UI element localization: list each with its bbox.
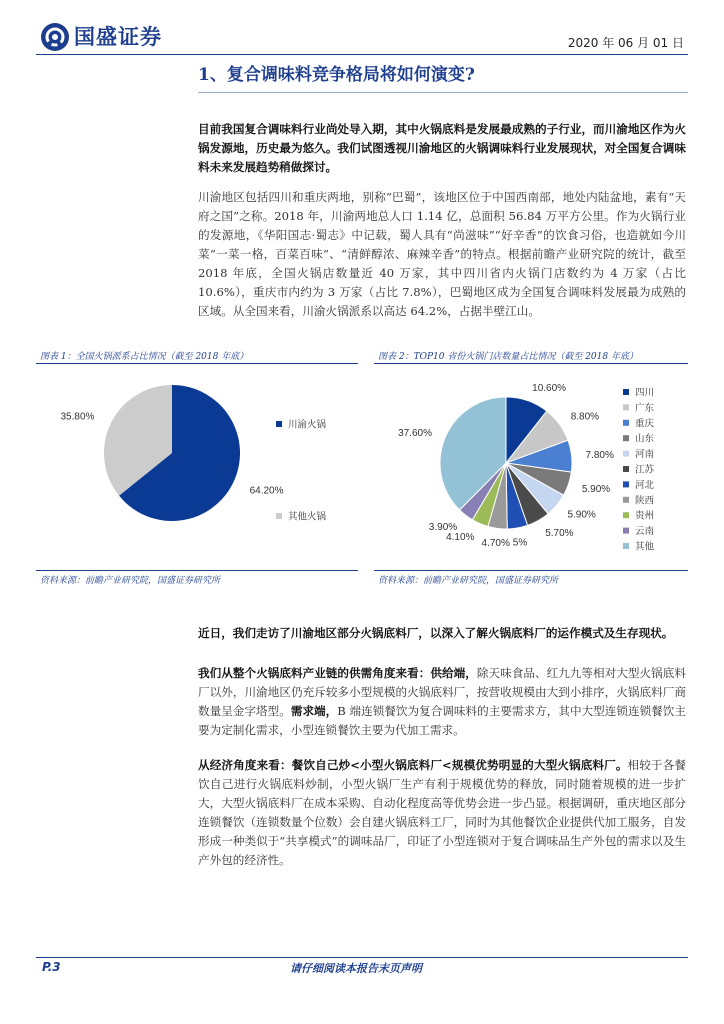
pie-data-label: 4.10% bbox=[446, 532, 475, 544]
footer-divider bbox=[36, 957, 688, 958]
visit-paragraph: 近日，我们走访了川渝地区部分火锅底料厂，以深入了解火锅底料厂的运作模式及生存现状。 bbox=[198, 626, 674, 640]
pie-data-label: 5.90% bbox=[567, 509, 596, 521]
legend-label: 贵州 bbox=[635, 510, 655, 522]
legend-swatch bbox=[623, 404, 629, 410]
legend-swatch bbox=[623, 512, 629, 518]
figure-1-source: 资料来源：前瞻产业研究院，国盛证券研究所 bbox=[40, 576, 221, 586]
demand-lead: 需求端， bbox=[290, 704, 338, 718]
legend-label: 云南 bbox=[635, 526, 655, 538]
figure-2-title: 图表 2：TOP10 省份火锅门店数量占比情况（截至 2018 年底） bbox=[378, 352, 638, 362]
figure-2-top-rule bbox=[374, 363, 688, 364]
section-title: 1、复合调味料竞争格局将如何演变? bbox=[198, 65, 475, 85]
report-date: 2020 年 06 月 01 日 bbox=[567, 36, 684, 50]
legend-label: 陕西 bbox=[635, 495, 655, 507]
company-logo-icon bbox=[40, 22, 70, 52]
figure-1-title: 图表 1：全国火锅派系占比情况（截至 2018 年底） bbox=[40, 352, 249, 362]
legend-label: 四川 bbox=[635, 387, 655, 399]
figure-1-top-rule bbox=[36, 363, 358, 364]
legend-swatch bbox=[623, 528, 629, 534]
pie-data-label: 64.20% bbox=[249, 485, 284, 497]
legend-label: 山东 bbox=[635, 433, 655, 445]
legend-swatch bbox=[623, 466, 629, 472]
pie-data-label: 7.80% bbox=[585, 449, 614, 461]
intro-paragraph: 目前我国复合调味料行业尚处导入期，其中火锅底料是发展最成熟的子行业，而川渝地区作为火锅发源地，历史最为悠久。我们试图透视川渝地区的火锅调味料行业发展现状，对全国复合调味料未来发展趋势稍做探讨。 bbox=[198, 122, 686, 174]
economics-body: 相较于各餐饮自己进行火锅底料炒制，小型火锅厂生产有利于规模优势的释放，同时随着规模的进一步扩大，大型火锅底料厂在成本采购、自动化程度高等优势会进一步凸显。根据调研，重庆地区部分连锁餐饮（连锁数量个位数）会自建火锅底料工厂，同时为其他餐饮企业提供代加工服务，自发形成一种类似于“共享模式”的调味品厂，印证了小型连锁对于复合调味品生产外包的需求以及生产外包的经济性。 bbox=[198, 758, 686, 867]
legend-label: 重庆 bbox=[635, 418, 655, 430]
page-number: P.3 bbox=[42, 960, 61, 974]
header-divider bbox=[36, 54, 688, 55]
economics-paragraph bbox=[198, 756, 686, 870]
demand-body: B 端连锁餐饮为复合调味料的主要需求方，其中大型连锁连锁餐饮主要为定制化需求，小型连锁餐饮主要为代加工需求。 bbox=[198, 704, 686, 737]
pie-data-label: 5.90% bbox=[581, 483, 611, 495]
pie-data-label: 37.60% bbox=[398, 428, 432, 440]
legend-label: 其他火锅 bbox=[288, 511, 327, 523]
pie-data-label: 3.90% bbox=[428, 521, 458, 533]
legend-label: 江苏 bbox=[635, 464, 655, 476]
economics-lead: 从经济角度来看：餐饮自己炒<小型火锅底料厂<规模优势明显的大型火锅底料厂。 bbox=[198, 758, 628, 772]
legend-swatch bbox=[623, 543, 629, 549]
legend-label: 其他 bbox=[635, 541, 655, 553]
pie-data-label: 8.80% bbox=[570, 411, 600, 423]
legend-label: 川渝火锅 bbox=[288, 419, 327, 431]
figure-1-bottom-rule bbox=[36, 570, 358, 571]
legend-swatch bbox=[276, 513, 282, 519]
legend-swatch bbox=[623, 435, 629, 441]
brand-name: 国盛证券 bbox=[74, 24, 162, 49]
supply-body: 除天味食品、红九九等相对大型火锅底料厂以外，川渝地区仍充斥较多小型规模的火锅底料厂，按营收规模由大到小排序，火锅底料厂商数量呈金字塔型。 bbox=[198, 666, 686, 718]
legend-label: 河南 bbox=[635, 449, 655, 461]
legend-label: 河北 bbox=[635, 479, 655, 491]
legend-label: 广东 bbox=[635, 402, 655, 414]
figure-2-source: 资料来源：前瞻产业研究院，国盛证券研究所 bbox=[378, 576, 559, 586]
pie-data-label: 10.60% bbox=[532, 382, 567, 394]
title-divider bbox=[198, 92, 688, 93]
legend-swatch bbox=[623, 451, 629, 457]
figure-1-pie-chart bbox=[36, 366, 358, 568]
supply-demand-paragraph bbox=[198, 664, 686, 740]
pie-data-label: 5% bbox=[512, 537, 528, 549]
legend-swatch bbox=[623, 420, 629, 426]
pie-data-label: 5.70% bbox=[545, 528, 574, 540]
pie-data-label: 4.70% bbox=[481, 537, 510, 549]
legend-swatch bbox=[623, 481, 629, 487]
figure-2-bottom-rule bbox=[374, 570, 688, 571]
context-paragraph: 川渝地区包括四川和重庆两地，别称“巴蜀”，该地区位于中国西南部，地处内陆盆地，素有“天府之国”之称。2018 年，川渝两地总人口 1.14 亿，总面积 56.84 万平方公里。作为火锅行业的发源地，《华阳国志·蜀志》中记载，蜀人具有“尚滋味”“好辛香”的饮食习俗，也造就如今川菜“一菜一格，百菜百味”、“清鲜醇浓、麻辣辛香”的特点。根据前瞻产业研究院的统计，截至 2018 年底，全国火锅店数量近 40 万家，其中四川省内火锅门店数约为 4 万家（占比 10.6%），重庆市内约为 3 万家（占比 7.8%），巴蜀地区成为全国复合调味料发展最为成熟的区域。从全国来看，川渝火锅派系以高达 64.2%，占据半壁江山。 bbox=[198, 190, 686, 318]
supply-lead: 我们从整个火锅底料产业链的供需角度来看：供给端， bbox=[198, 666, 477, 680]
legend-swatch bbox=[623, 389, 629, 395]
legend-swatch bbox=[276, 421, 282, 427]
disclaimer-note: 请仔细阅读本报告末页声明 bbox=[290, 962, 422, 975]
legend-swatch bbox=[623, 497, 629, 503]
figure-2-pie-chart bbox=[374, 366, 688, 568]
pie-data-label: 35.80% bbox=[60, 411, 95, 423]
